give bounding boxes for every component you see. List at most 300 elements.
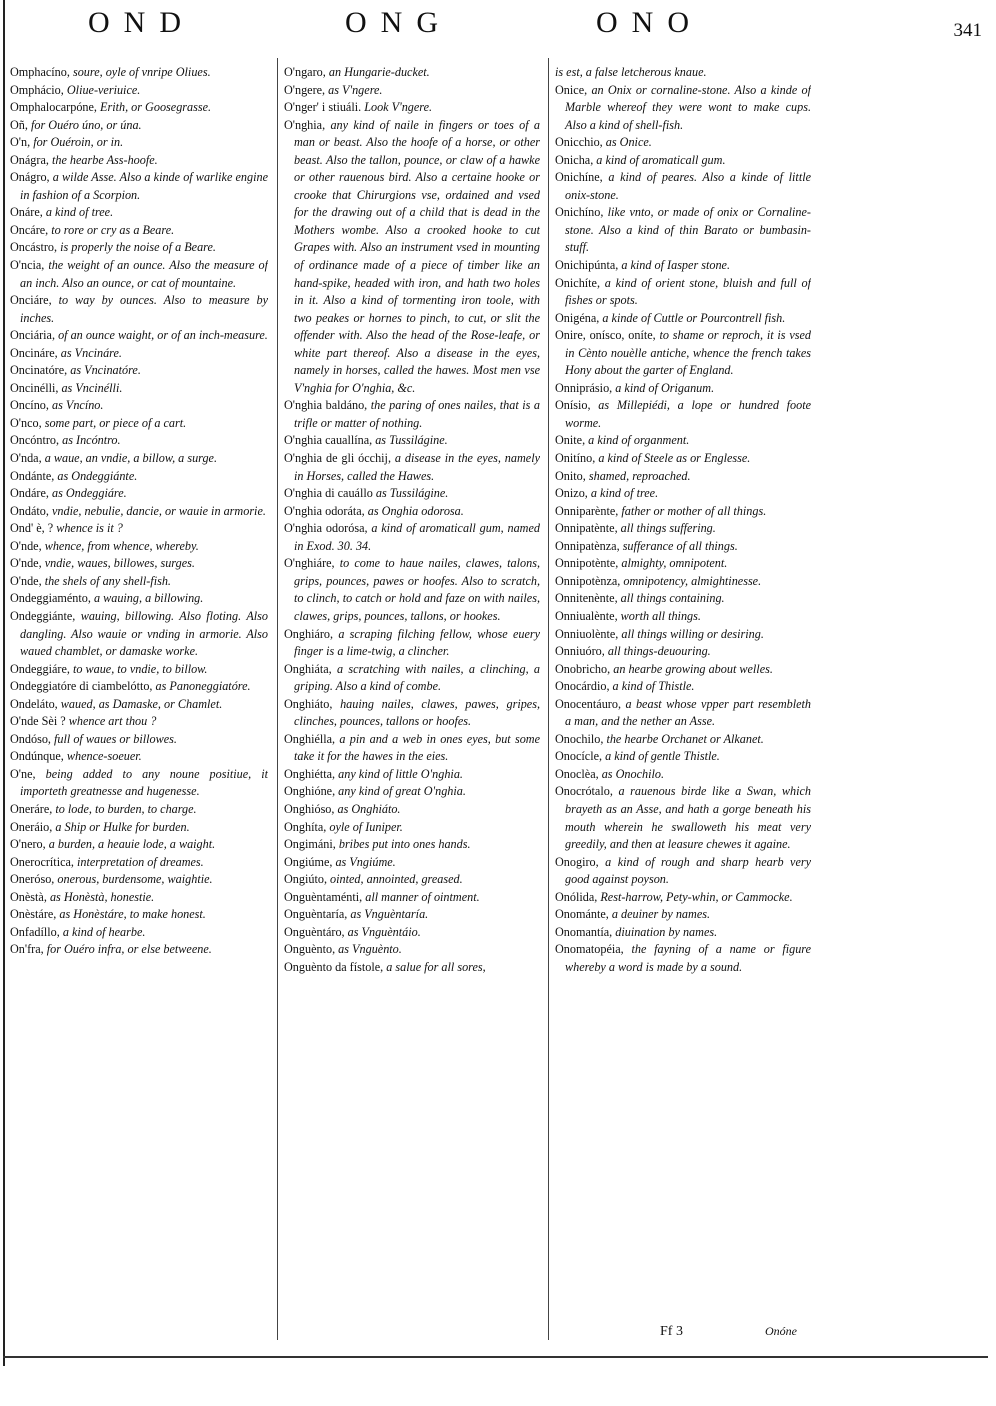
entry-definition: whence-soeuer. (66, 749, 142, 764)
entry-definition: a waue, an vndie, a billow, a surge. (44, 451, 218, 466)
entry-headword: On'fra, (10, 942, 44, 957)
entry-headword: Onichipúnta, (555, 258, 619, 273)
entry-headword: Oneráre, (10, 801, 53, 816)
dictionary-entry (284, 99, 540, 117)
entry-definition: a kind of aromaticall gum, named in Exod. 30. 34. (294, 521, 540, 553)
dictionary-entry (10, 555, 268, 573)
dictionary-entry (10, 713, 268, 731)
entry-headword: Ondeggiaménto, (10, 591, 91, 606)
dictionary-entry (284, 82, 540, 100)
entry-headword: Onágro, (10, 170, 50, 185)
entry-headword: Omphacíno, (10, 65, 70, 79)
entry-definition: being added to any noune positiue, it importeth greatnesse and hugenesse. (20, 766, 268, 799)
entry-definition: a kind of tree. (45, 205, 114, 220)
entry-headword: Onguèntaménti, (284, 889, 363, 904)
page-bottom-rule (3, 1356, 988, 1358)
dictionary-entry (555, 678, 811, 696)
entry-definition: a scratching with nailes, a clinching, a griping. Also a kind of combe. (294, 661, 540, 694)
dictionary-entry (555, 450, 811, 468)
entry-definition: a kind of organment. (588, 433, 690, 448)
entry-headword: Onice, (555, 82, 588, 97)
dictionary-entry (10, 924, 268, 942)
dictionary-entry (555, 468, 811, 486)
entry-definition: vndie, nebulie, dancie, or wauie in armorie. (51, 503, 266, 518)
dictionary-entry (10, 99, 268, 117)
entry-headword: Oñ, (10, 117, 28, 132)
entry-headword: Onochilo, (555, 731, 604, 746)
dictionary-entry (10, 748, 268, 766)
entry-headword: Onichíno, (555, 205, 604, 220)
dictionary-entry (555, 696, 811, 731)
entry-headword: Onigéna, (555, 310, 600, 325)
entry-headword: Onitíno, (555, 451, 596, 466)
dictionary-entry (10, 397, 268, 415)
entry-definition: the fayning of a name or figure whereby a word is made by a sound. (565, 942, 811, 974)
entry-definition: for Ouéro infra, or else betweene. (46, 942, 212, 957)
entry-headword: Onólida, (555, 889, 598, 904)
entry-headword: Onèstáre, (10, 907, 57, 922)
entry-headword: Oneráio, (10, 819, 53, 834)
dictionary-entry (284, 941, 540, 959)
entry-definition: as Vncinatóre. (70, 363, 141, 378)
dictionary-entry (10, 819, 268, 837)
entry-definition: a beast whose vpper part resembleth a man, and the nether an Asse. (565, 696, 811, 729)
dictionary-entry (555, 380, 811, 398)
entry-definition: is properly the noise of a Beare. (60, 240, 216, 255)
dictionary-entry (10, 871, 268, 889)
dictionary-entry (284, 661, 540, 696)
dictionary-entry (284, 520, 540, 555)
entry-definition: of an ounce waight, or of an inch-measure. (58, 328, 268, 343)
dictionary-entry (555, 608, 811, 626)
entry-definition: a burden, a heauie lode, a waight. (48, 837, 216, 852)
entry-headword: Onomantía, (555, 924, 613, 939)
entry-definition: a pin and a web in ones eyes, but some take it for the hawes in the eies. (294, 731, 540, 764)
entry-definition: all manner of ointment. (365, 889, 480, 904)
entry-headword: Omphalocarpóne, (10, 100, 97, 115)
entry-definition: a kind of aromaticall gum. (596, 152, 726, 167)
entry-headword: Oncástro, (10, 240, 58, 255)
dictionary-entry (10, 538, 268, 556)
dictionary-entry (10, 801, 268, 819)
entry-definition: a kind of orient stone, bluish and full of fishes or spots. (565, 275, 811, 308)
entry-definition: as Onice. (605, 135, 652, 150)
entry-definition: like vnto, or made of onix or Cornaline-stone. Also a kind of thin Barato or bumbasin-stuff. (565, 205, 811, 255)
entry-definition: a disease in the eyes, namely in Horses, called the Hawes. (294, 451, 540, 483)
entry-headword: Onciáre, (10, 293, 52, 308)
entry-definition: a salue for all sores, (386, 959, 486, 974)
entry-headword: O'nghia cauallína, (284, 433, 373, 448)
dictionary-entry (284, 696, 540, 731)
dictionary-entry (555, 783, 811, 853)
entry-definition: bribes put into ones hands. (338, 837, 471, 852)
entry-definition: as Honèstáre, to make honest. (59, 907, 206, 922)
dictionary-entry (555, 924, 811, 942)
entry-headword: O'ngere, (284, 82, 326, 97)
entry-definition: for Ouéro úno, or úna. (31, 117, 142, 132)
dictionary-entry (284, 432, 540, 450)
entry-definition: as Millepiédi, a lope or hundred foote worme. (565, 398, 811, 430)
entry-definition: to way by ounces. Also to measure by inches. (20, 293, 268, 325)
entry-headword: Onocícle, (555, 749, 603, 764)
dictionary-entry (284, 959, 540, 977)
dictionary-entry (10, 661, 268, 679)
dictionary-entry (284, 64, 540, 82)
entry-headword: Onciária, (10, 328, 56, 343)
entry-definition: as Onghiáto. (337, 801, 401, 816)
entry-headword: Onniuolènte, (555, 626, 619, 641)
entry-headword: Onobricho, (555, 661, 611, 676)
entry-headword: O'nda, (10, 451, 42, 466)
dictionary-entry (284, 924, 540, 942)
entry-headword: Onire, onísco, oníte, (555, 328, 656, 343)
dictionary-entry (555, 555, 811, 573)
header-center-headword: ONG (345, 6, 452, 39)
dictionary-entry (10, 152, 268, 170)
entry-headword: Onniuóro, (555, 644, 605, 659)
entry-definition: some part, or piece of a cart. (44, 415, 187, 430)
entry-definition: soure, oyle of vnripe Oliues. (72, 65, 211, 79)
dictionary-entry (555, 643, 811, 661)
entry-headword: Oncináre, (10, 345, 58, 360)
dictionary-entry (555, 310, 811, 328)
entry-headword: Ond' è, ? (10, 521, 54, 536)
entry-definition: diuination by names. (615, 924, 718, 939)
entry-definition: to lode, to burden, to charge. (55, 801, 197, 816)
dictionary-entry (10, 450, 268, 468)
dictionary-entry (284, 450, 540, 485)
dictionary-entry (555, 748, 811, 766)
entry-definition: whence art thou ? (68, 714, 157, 729)
dictionary-entry (555, 485, 811, 503)
entry-headword: Onizo, (555, 486, 588, 501)
entry-definition: a kind of Thistle. (612, 679, 695, 694)
entry-headword: Oncáre, (10, 222, 49, 237)
dictionary-entry (10, 696, 268, 714)
entry-headword: Oncinatóre, (10, 363, 68, 378)
dictionary-entry (555, 327, 811, 380)
entry-headword: Onnipatènza, (555, 538, 620, 553)
dictionary-entry (10, 345, 268, 363)
dictionary-entry (10, 906, 268, 924)
entry-definition: waued, as Damaske, or Chamlet. (60, 696, 223, 711)
entry-headword: O'nger' i stiuáli. (284, 100, 362, 115)
dictionary-entry (284, 819, 540, 837)
entry-definition: as Vnguènto. (338, 942, 402, 957)
dictionary-entry (555, 397, 811, 432)
entry-definition: as Tussilágine. (375, 433, 448, 448)
entry-headword: Ondeláto, (10, 696, 58, 711)
entry-headword: Onocrótalo, (555, 784, 613, 799)
entry-headword: Onicha, (555, 152, 594, 167)
entry-definition: shamed, reproached. (588, 468, 691, 483)
dictionary-entry (555, 503, 811, 521)
entry-definition: onerous, burdensome, waightie. (57, 872, 213, 887)
entry-definition: any kind of naile in fingers or toes of a man or beast. Also the hoofe of a horse, or other beast. Also the tallon, pounce, or claw of a hawke or other rauenous bird. Also a certaine hooke or crooke that Chirurgions vse, ordained and vsed for the drawing out of a child that is dead in the Mothers wombe. Also a crooked hooke to cut Grapes with. Also an instrument vsed in mounting of ordinance made of a piece of timber like an hand-spike, headed with iron, and hath two holes in it. Also a kind of tormenting iron toole, with two peakes or hornes to pinch, to cut, or slit the offender with. Also the head of the Rose-leafe, or white part thereof. Also a disease in the eyes, namely in horses, called the hawes. Most men vse V'nghia for O'nghia, &c. (294, 117, 540, 395)
entry-definition: for Ouéroin, or in. (33, 135, 124, 150)
entry-definition: a kind of Iasper stone. (621, 258, 731, 273)
entry-definition: Look V'ngere. (364, 100, 433, 115)
entry-definition: the weight of an ounce. Also the measure of an inch. Also an ounce, or cat of mountaine. (20, 258, 268, 290)
entry-headword: Onnipotènza, (555, 573, 621, 588)
entry-headword: O'nde, (10, 556, 42, 571)
dictionary-entry (284, 906, 540, 924)
dictionary-entry (10, 380, 268, 398)
dictionary-entry (284, 889, 540, 907)
entry-headword: O'nghia odoráta, (284, 503, 365, 518)
running-header (0, 6, 996, 46)
dictionary-entry (10, 520, 268, 538)
dictionary-entry (555, 204, 811, 257)
entry-headword: O'nghia, (284, 117, 326, 132)
entry-headword: Onnitenènte, (555, 591, 618, 606)
entry-definition: ointed, annointed, greased. (330, 872, 463, 887)
entry-definition: full of waues or billowes. (54, 731, 177, 746)
entry-headword: Onghíta, (284, 819, 327, 834)
entry-headword: Oncíno, (10, 398, 49, 413)
dictionary-entry (10, 117, 268, 135)
dictionary-entry (555, 257, 811, 275)
entry-definition: to shame or reproch, it is vsed in Cènto nouèlle antiche, whence the french takes Hony about the garter of England. (565, 328, 811, 378)
column-2 (284, 64, 540, 976)
dictionary-entry (10, 766, 268, 801)
signature-mark: Ff 3 (660, 1324, 683, 1339)
dictionary-entry (555, 590, 811, 608)
entry-headword: Ondeggiáre, (10, 661, 70, 676)
dictionary-entry (10, 204, 268, 222)
entry-headword: Onniparènte, (555, 503, 619, 518)
entry-definition: as Ondeggiáre. (51, 486, 127, 501)
entry-definition: to waue, to vndie, to billow. (72, 661, 208, 676)
entry-definition: as Panoneggiatóre. (155, 679, 251, 694)
dictionary-entry (284, 485, 540, 503)
entry-definition: a deuiner by names. (611, 907, 711, 922)
entry-headword: Onghiáto, (284, 696, 333, 711)
entry-headword: Ondánte, (10, 468, 55, 483)
entry-definition: father or mother of all things. (621, 503, 767, 518)
dictionary-entry (284, 854, 540, 872)
entry-headword: Onguènto da fístole, (284, 959, 384, 974)
entry-headword: Oneróso, (10, 872, 55, 887)
entry-headword: Onáre, (10, 205, 43, 220)
entry-definition: all things-deuouring. (607, 644, 711, 659)
entry-headword: Ondáre, (10, 486, 49, 501)
entry-headword: Onguènto, (284, 942, 336, 957)
dictionary-entry (284, 626, 540, 661)
entry-headword: O'nghia de gli ócchij, (284, 451, 391, 466)
dictionary-entry (10, 485, 268, 503)
entry-definition: oyle of Iuniper. (329, 819, 403, 834)
dictionary-entry (555, 889, 811, 907)
dictionary-entry (284, 555, 540, 625)
dictionary-entry (555, 520, 811, 538)
entry-headword: Oncinélli, (10, 380, 59, 395)
entry-headword: Onománte, (555, 907, 609, 922)
entry-headword: Onguèntaría, (284, 907, 348, 922)
entry-headword: O'nghia di cauállo (284, 486, 373, 501)
dictionary-entry (284, 801, 540, 819)
entry-headword: Onguèntáro, (284, 924, 345, 939)
entry-definition: any kind of great O'nghia. (338, 784, 466, 799)
entry-headword: O'ncia, (10, 258, 45, 273)
column-divider-2 (548, 58, 549, 1340)
dictionary-entry (10, 64, 268, 82)
entry-definition: all things willing or desiring. (621, 626, 764, 641)
column-3 (555, 64, 811, 976)
entry-definition: a kind of tree. (590, 486, 659, 501)
entry-definition: all things containing. (620, 591, 725, 606)
entry-headword: Ongiúto, (284, 872, 327, 887)
entry-headword: Onghióne, (284, 784, 336, 799)
entry-definition: as Honèstà, honestie. (49, 889, 155, 904)
entry-headword: Ondúnque, (10, 749, 64, 764)
entry-headword: O'nde Sèi ? (10, 714, 66, 729)
entry-definition: as Vnguèntaría. (350, 907, 429, 922)
entry-headword: O'nghia baldáno, (284, 398, 368, 413)
dictionary-entry (10, 327, 268, 345)
entry-definition: sufferance of all things. (622, 538, 738, 553)
entry-headword: O'ne, (10, 766, 36, 781)
entry-definition: Rest-harrow, Pety-whin, or Cammocke. (600, 889, 793, 904)
entry-headword: Onnipatènte, (555, 521, 618, 536)
entry-definition: a kind of Origanum. (615, 380, 715, 395)
entry-definition: a kind of hearbe. (62, 924, 146, 939)
entry-headword: O'nde, (10, 573, 42, 588)
entry-headword: Onito, (555, 468, 586, 483)
entry-headword: Onghióso, (284, 801, 335, 816)
dictionary-entry (284, 503, 540, 521)
entry-headword: Onomatopéia, (555, 942, 624, 957)
entry-headword: Omphácio, (10, 82, 64, 97)
entry-definition: hauing nailes, clawes, pawes, gripes, clinches, pounces, tallons or hoofes. (294, 696, 540, 729)
entry-definition: to come to haue nailes, clawes, talons, grips, pounces, pawes or hoofes. Also to scratch, to clinch, to catch or hold and faze on with nailes, clawes, grips, pounces, tallons, or hookes. (294, 556, 540, 623)
entry-headword: O'nghia odorósa, (284, 521, 368, 536)
header-left-headword: OND (88, 6, 195, 39)
entry-headword: Onerocrítica, (10, 854, 74, 869)
entry-headword: Onogiro, (555, 854, 599, 869)
entry-headword: Onghiétta, (284, 766, 336, 781)
dictionary-entry (555, 661, 811, 679)
entry-definition: a kind of rough and sharp hearb very good against poyson. (565, 854, 811, 887)
entry-definition: an Onix or cornaline-stone. Also a kinde of Marble whereof they were wont to make cups. Also a kind of shell-fish. (565, 82, 811, 132)
entry-definition: an Hungarie-ducket. (328, 65, 430, 79)
dictionary-entry (10, 836, 268, 854)
dictionary-entry (10, 239, 268, 257)
dictionary-entry (10, 731, 268, 749)
entry-headword: Onfadíllo, (10, 924, 60, 939)
column-1 (10, 64, 268, 959)
page-number: 341 (953, 20, 982, 41)
dictionary-entry (555, 941, 811, 976)
entry-definition: interpretation of dreames. (77, 854, 204, 869)
entry-headword: O'n, (10, 135, 31, 150)
dictionary-entry (10, 257, 268, 292)
entry-definition: omnipotency, almightinesse. (623, 573, 762, 588)
entry-definition: is est, a false letcherous knaue. (555, 65, 707, 79)
entry-definition: as Vngiúme. (335, 854, 396, 869)
entry-definition: a wilde Asse. Also a kinde of warlike engine in fashion of a Scorpion. (20, 170, 268, 202)
entry-definition: almighty, omnipotent. (621, 556, 728, 571)
entry-definition: all things suffering. (620, 521, 716, 536)
entry-headword: Ondeggiatóre di ciambelótto, (10, 679, 153, 694)
column-divider-1 (277, 58, 278, 1340)
dictionary-entry (10, 82, 268, 100)
entry-headword: Onísio, (555, 398, 591, 413)
entry-definition: any kind of little O'nghia. (338, 766, 463, 781)
entry-headword: Onnipotènte, (555, 556, 619, 571)
entry-headword: Onocárdio, (555, 679, 610, 694)
entry-definition: a kinde of Cuttle or Pourcontrell fish. (602, 310, 786, 325)
entry-definition: as Onghia odorosa. (367, 503, 464, 518)
entry-headword: Onniprásio, (555, 380, 613, 395)
entry-headword: Onicchio, (555, 135, 603, 150)
entry-definition: a Ship or Hulke for burden. (55, 819, 190, 834)
entry-headword: Onghiélla, (284, 731, 336, 746)
dictionary-entry (10, 169, 268, 204)
entry-headword: Onágra, (10, 152, 49, 167)
entry-definition: a rauenous birde like a Swan, which brayeth as an Asse, and hath a gorge beneath his mouth wherein he swalloweth his meat very greedily, and then at leasure chewes it againe. (565, 784, 811, 852)
entry-definition: the hearbe Ass-hoofe. (51, 152, 158, 167)
entry-headword: Onghiáro, (284, 626, 334, 641)
dictionary-entry (10, 678, 268, 696)
dictionary-entry (10, 432, 268, 450)
entry-definition: as Onochilo. (601, 766, 664, 781)
entry-headword: Onichíne, (555, 170, 603, 185)
entry-definition: vndie, waues, billowes, surges. (44, 556, 195, 571)
dictionary-entry (10, 608, 268, 661)
dictionary-entry (10, 503, 268, 521)
entry-definition: as Incóntro. (62, 433, 121, 448)
dictionary-entry (555, 854, 811, 889)
dictionary-entry (555, 432, 811, 450)
entry-headword: O'ngaro, (284, 65, 326, 79)
page-left-border (3, 0, 5, 1366)
header-right-headword: ONO (596, 6, 703, 39)
entry-definition: Erith, or Goosegrasse. (100, 100, 212, 115)
dictionary-entry (555, 573, 811, 591)
entry-definition: Oliue-veriuice. (66, 82, 141, 97)
entry-headword: O'nghiáre, (284, 556, 335, 571)
dictionary-entry (10, 415, 268, 433)
entry-definition: an hearbe growing about welles. (613, 661, 773, 676)
entry-definition: as Vncináre. (60, 345, 122, 360)
entry-headword: Ongimáni, (284, 837, 336, 852)
dictionary-entry (555, 64, 811, 82)
dictionary-entry (555, 82, 811, 135)
dictionary-entry (10, 134, 268, 152)
entry-definition: whence is it ? (56, 521, 123, 536)
dictionary-entry (555, 766, 811, 784)
entry-headword: Oncóntro, (10, 433, 60, 448)
dictionary-entry (284, 783, 540, 801)
entry-headword: Onniualènte, (555, 608, 618, 623)
dictionary-entry (10, 292, 268, 327)
entry-headword: Onghiáta, (284, 661, 332, 676)
entry-definition: a kind of peares. Also a kinde of little onix-stone. (565, 170, 811, 202)
dictionary-entry (555, 275, 811, 310)
dictionary-entry (284, 766, 540, 784)
dictionary-entry (10, 573, 268, 591)
dictionary-entry (10, 941, 268, 959)
entry-headword: Ondeggiánte, (10, 608, 76, 623)
dictionary-entry (10, 854, 268, 872)
entry-definition: the hearbe Orchanet or Alkanet. (606, 731, 764, 746)
entry-definition: the paring of ones nailes, that is a trifle or matter of nothing. (294, 398, 540, 430)
entry-definition: as Vncinélli. (61, 380, 123, 395)
dictionary-entry (284, 871, 540, 889)
entry-definition: a kind of gentle Thistle. (605, 749, 720, 764)
entry-definition: as V'ngere. (328, 82, 383, 97)
